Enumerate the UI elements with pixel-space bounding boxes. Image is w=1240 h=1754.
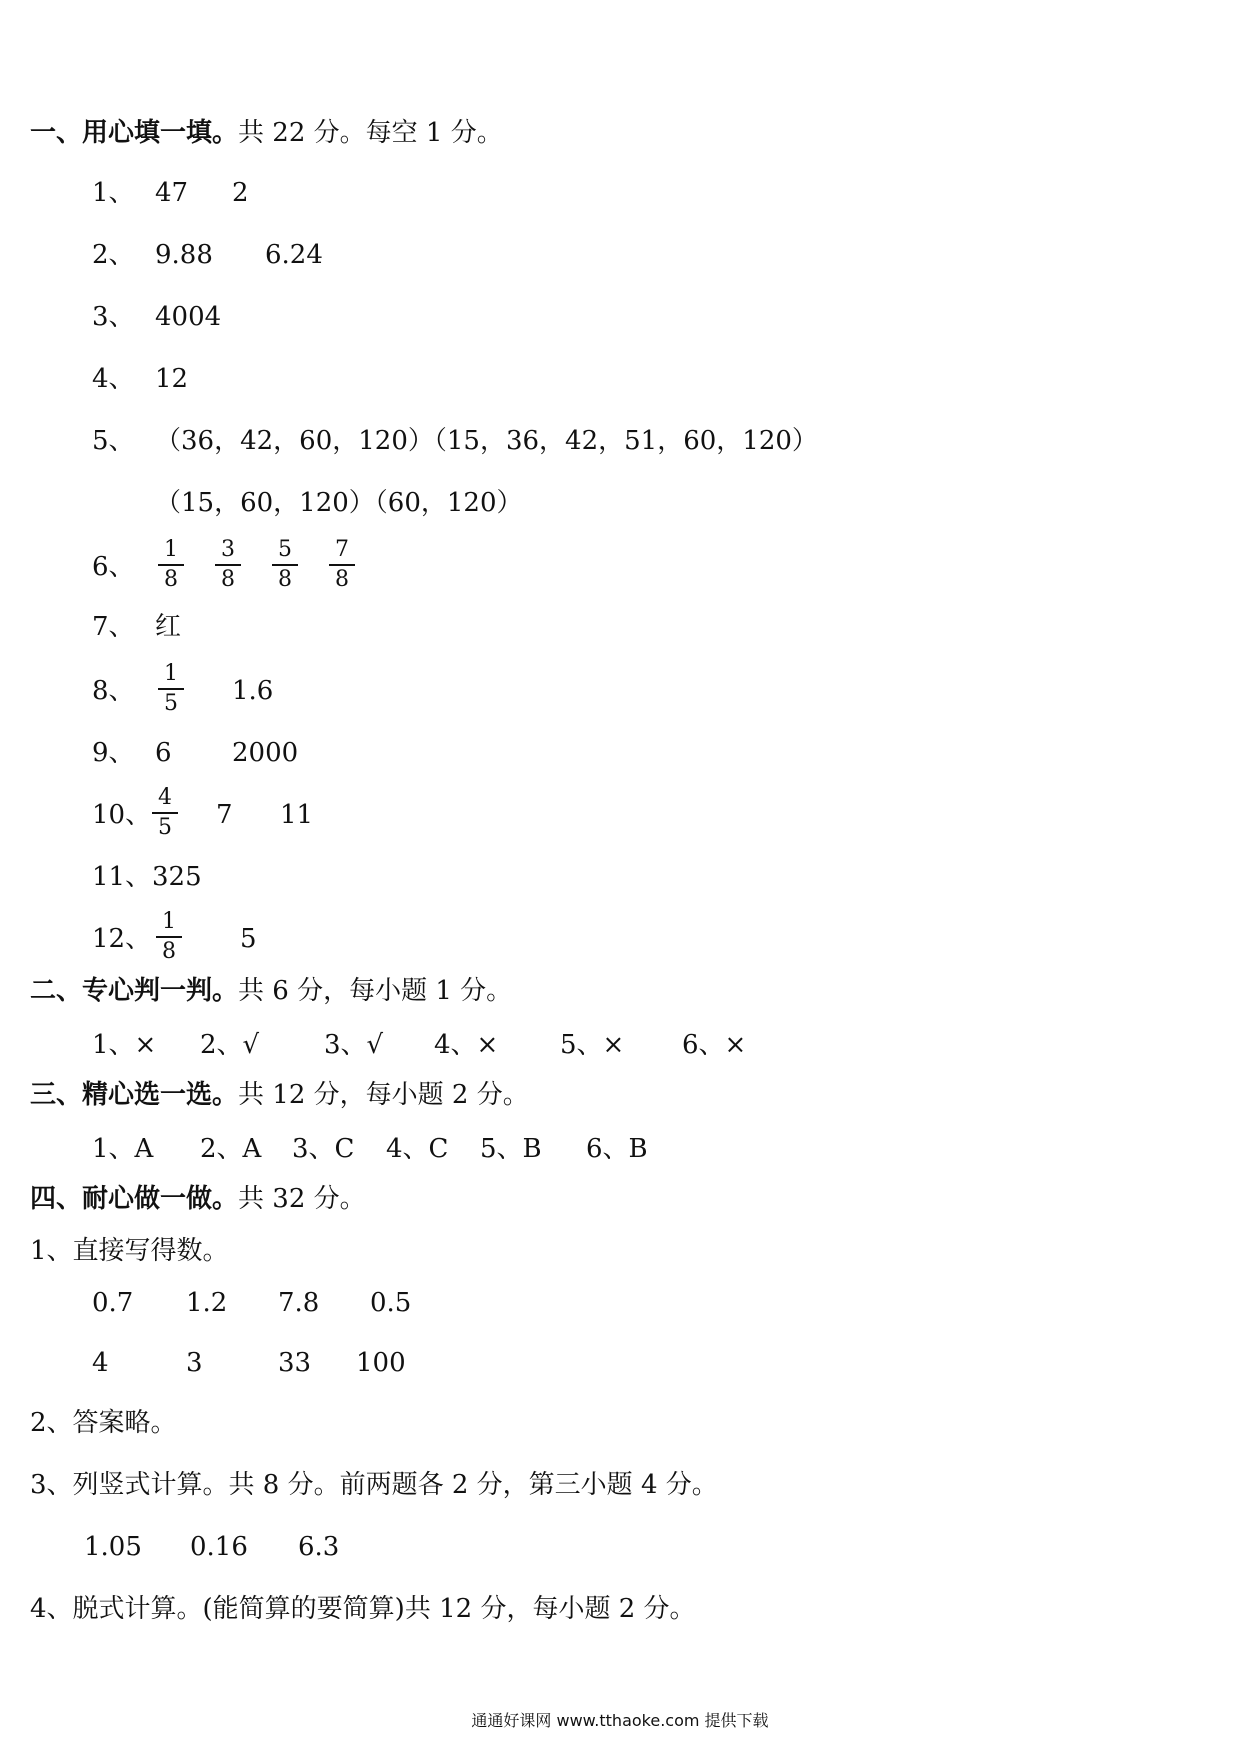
q10-fraction: 4 5	[152, 786, 178, 840]
section-1-note: 共 22 分。每空 1 分。	[238, 118, 503, 148]
q9-answer-a: 6	[155, 738, 172, 768]
q2-answer-a: 9.88	[155, 240, 213, 270]
judge-answer-6: 6、×	[682, 1030, 747, 1060]
choice-answer-2: 2、A	[200, 1134, 262, 1164]
section-3-heading	[30, 1080, 529, 1110]
q5-number: 5、	[92, 426, 135, 456]
q1-number: 1、	[92, 178, 135, 208]
part-1-row1-value: 7.8	[278, 1288, 320, 1318]
q8-answer-b: 1.6	[232, 676, 274, 706]
section-3-title: 三、精心选一选。	[30, 1080, 239, 1110]
q12-answer-b: 5	[240, 924, 257, 954]
q4-answer: 12	[155, 364, 189, 394]
q2-number: 2、	[92, 240, 135, 270]
section-4-title: 四、耐心做一做。	[30, 1184, 239, 1214]
q6-number: 6、	[92, 552, 135, 582]
section-4-note: 共 32 分。	[238, 1184, 366, 1214]
part-1-row2-value: 4	[92, 1348, 109, 1378]
part-1-row2-value: 100	[356, 1348, 406, 1378]
part-3-value: 0.16	[190, 1532, 248, 1562]
section-1-heading	[30, 118, 503, 148]
q6-fraction-4: 7 8	[329, 538, 355, 592]
q1-answer-a: 47	[155, 178, 189, 208]
q11-answer: 325	[152, 862, 202, 892]
section-4-heading	[30, 1184, 366, 1214]
part-1-row1-value: 0.5	[370, 1288, 412, 1318]
judge-answer-3: 3、√	[324, 1030, 384, 1060]
q8-number: 8、	[92, 676, 135, 706]
part-3-value: 6.3	[298, 1532, 340, 1562]
choice-answer-3: 3、C	[292, 1134, 355, 1164]
part-1-title: 1、直接写得数。	[30, 1236, 229, 1266]
q6-fraction-2: 3 8	[215, 538, 241, 592]
section-1-title: 一、用心填一填。	[30, 118, 239, 148]
q12-fraction: 1 8	[156, 910, 182, 964]
q2-answer-b: 6.24	[265, 240, 323, 270]
section-3-note: 共 12 分，每小题 2 分。	[238, 1080, 529, 1110]
q1-answer-b: 2	[232, 178, 249, 208]
part-1-row1-value: 0.7	[92, 1288, 134, 1318]
part-3-value: 1.05	[84, 1532, 142, 1562]
q12-number: 12、	[92, 924, 152, 954]
q8-fraction: 1 5	[158, 662, 184, 716]
judge-answer-5: 5、×	[560, 1030, 625, 1060]
judge-answer-1: 1、×	[92, 1030, 157, 1060]
q7-number: 7、	[92, 612, 135, 642]
q4-number: 4、	[92, 364, 135, 394]
choice-answer-6: 6、B	[586, 1134, 648, 1164]
choice-answer-5: 5、B	[480, 1134, 542, 1164]
section-2-heading	[30, 976, 512, 1006]
q5-answer-line2: （15，60，120）（60，120）	[155, 488, 523, 518]
q3-answer: 4004	[155, 302, 222, 332]
part-3-title: 3、列竖式计算。共 8 分。前两题各 2 分，第三小题 4 分。	[30, 1470, 718, 1500]
q3-number: 3、	[92, 302, 135, 332]
part-1-row2-value: 33	[278, 1348, 312, 1378]
q9-answer-b: 2000	[232, 738, 299, 768]
q5-answer-line1: （36，42，60，120）（15，36，42，51，60，120）	[155, 426, 818, 456]
choice-answer-4: 4、C	[386, 1134, 449, 1164]
section-2-title: 二、专心判一判。	[30, 976, 239, 1006]
judge-answer-4: 4、×	[434, 1030, 499, 1060]
q9-number: 9、	[92, 738, 135, 768]
part-1-row2-value: 3	[186, 1348, 203, 1378]
part-4-title: 4、脱式计算。(能简算的要简算)共 12 分，每小题 2 分。	[30, 1594, 696, 1624]
q6-fraction-3: 5 8	[272, 538, 298, 592]
section-2-note: 共 6 分，每小题 1 分。	[238, 976, 513, 1006]
choice-answer-1: 1、A	[92, 1134, 154, 1164]
judge-answer-2: 2、√	[200, 1030, 260, 1060]
q7-answer: 红	[155, 612, 182, 642]
q10-answer-c: 11	[280, 800, 314, 830]
q10-answer-b: 7	[216, 800, 233, 830]
part-2-title: 2、答案略。	[30, 1408, 177, 1438]
q6-fraction-1: 1 8	[158, 538, 184, 592]
page-footer: 通通好课网 www.tthaoke.com 提供下载	[471, 1711, 769, 1730]
part-1-row1-value: 1.2	[186, 1288, 228, 1318]
q11-number: 11、	[92, 862, 152, 892]
q10-number: 10、	[92, 800, 152, 830]
